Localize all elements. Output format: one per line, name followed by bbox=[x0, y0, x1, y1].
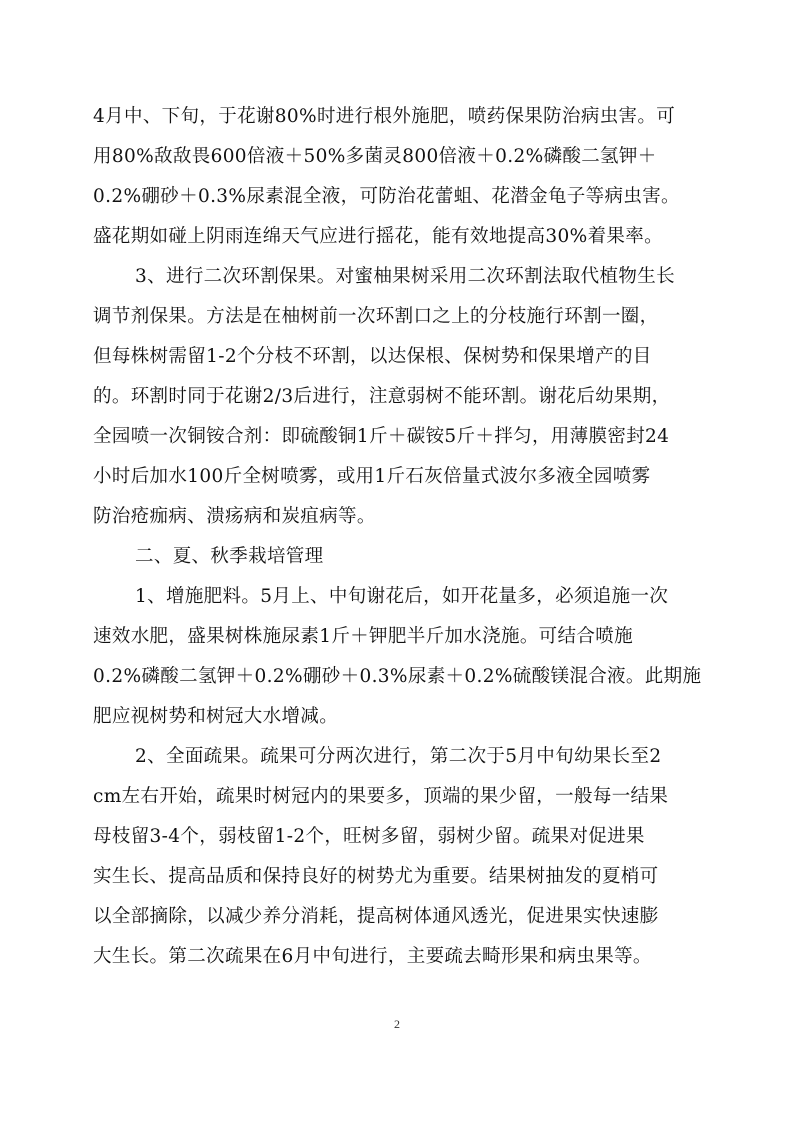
paragraph-line: 0.2%硼砂＋0.3%尿素混全液，可防治花蕾蛆、花潜金龟子等病虫害。 bbox=[93, 186, 680, 207]
paragraph-line: cm左右开始，疏果时树冠内的果要多，顶端的果少留，一般每一结果 bbox=[93, 786, 669, 807]
paragraph-line: 小时后加水100斤全树喷雾，或用1斤石灰倍量式波尔多液全园喷雾 bbox=[93, 466, 651, 487]
section-heading: 二、夏、秋季栽培管理 bbox=[135, 546, 324, 567]
page-number: 2 bbox=[394, 1017, 400, 1031]
paragraph-line: 调节剂保果。方法是在柚树前一次环割口之上的分枝施行环割一圈， bbox=[93, 306, 659, 327]
paragraph-line: 0.2%磷酸二氢钾＋0.2%硼砂＋0.3%尿素＋0.2%硫酸镁混合液。此期施 bbox=[93, 666, 702, 687]
paragraph-line: 1、增施肥料。5月上、中旬谢花后，如开花量多，必须追施一次 bbox=[135, 586, 669, 607]
paragraph-line: 但每株树需留1-2个分枝不环割，以达保根、保树势和保果增产的目 bbox=[93, 346, 652, 367]
paragraph-line: 实生长、提高品质和保持良好的树势尤为重要。结果树抽发的夏梢可 bbox=[93, 866, 659, 887]
paragraph-line: 4月中、下旬，于花谢80%时进行根外施肥，喷药保果防治病虫害。可 bbox=[93, 106, 676, 127]
paragraph-line: 用80%敌敌畏600倍液＋50%多菌灵800倍液＋0.2%磷酸二氢钾＋ bbox=[93, 146, 657, 167]
paragraph-line: 防治疮痂病、溃疡病和炭疽病等。 bbox=[93, 506, 376, 527]
paragraph-line: 盛花期如碰上阴雨连绵天气应进行摇花，能有效地提高30%着果率。 bbox=[93, 226, 663, 247]
paragraph-line: 大生长。第二次疏果在6月中旬进行，主要疏去畸形果和病虫果等。 bbox=[93, 946, 652, 967]
paragraph-line: 以全部摘除，以减少养分消耗，提高树体通风透光，促进果实快速膨 bbox=[93, 906, 659, 927]
paragraph-line: 速效水肥，盛果树株施尿素1斤＋钾肥半斤加水浇施。可结合喷施 bbox=[93, 626, 633, 647]
paragraph-line: 母枝留3-4个，弱枝留1-2个，旺树多留，弱树少留。疏果对促进果 bbox=[93, 826, 645, 847]
paragraph-line: 3、进行二次环割保果。对蜜柚果树采用二次环割法取代植物生长 bbox=[135, 266, 675, 287]
paragraph-line: 肥应视树势和树冠大水增减。 bbox=[93, 706, 339, 727]
paragraph-line: 2、全面疏果。疏果可分两次进行，第二次于5月中旬幼果长至2 bbox=[135, 746, 662, 767]
paragraph-line: 全园喷一次铜铵合剂：即硫酸铜1斤＋碳铵5斤＋拌匀，用薄膜密封24 bbox=[93, 426, 670, 447]
paragraph-line: 的。环割时同于花谢2/3后进行，注意弱树不能环割。谢花后幼果期， bbox=[93, 386, 671, 407]
